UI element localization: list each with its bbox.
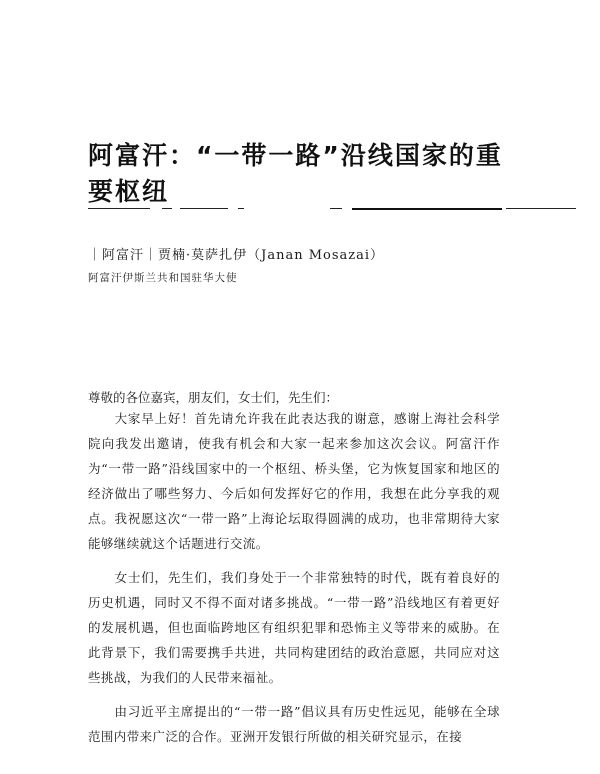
title-divider [88,208,150,209]
author-affiliation: 阿富汗伊斯兰共和国驻华大使 [88,272,238,284]
article-title: 阿富汗：“一带一路”沿线国家的重要枢纽 [88,141,503,206]
title-divider [180,208,228,209]
title-divider [162,208,172,209]
title-divider [330,208,342,209]
title-divider [352,208,502,210]
body-paragraph: 女士们，先生们，我们身处于一个非常独特的时代，既有着良好的历史机遇，同时又不得不面对诸多挑战。“一带一路”沿线地区有着更好的发展机遇，但也面临跨地区有组织犯罪和恐怖主义等带来的威胁。在此背景下，我们需要携手共进，共同构建团结的政治意愿，共同应对这些挑战，为我们的人民带来福祉。 [88,570,500,685]
title-divider [506,208,576,209]
salutation: 尊敬的各位嘉宾，朋友们，女士们，先生们： [88,390,339,405]
body-paragraph: 大家早上好！首先请允许我在此表达我的谢意，感谢上海社会科学院向我发出邀请，使我有机会和大家一起来参加这次会议。阿富汗作为“一带一路”沿线国家中的一个枢纽、桥头堡，它为恢复国家和地区的经济做出了哪些努力、今后如何发挥好它的作用，我想在此分享我的观点。我祝愿这次“一带一路”上海论坛取得圆满的成功，也非常期待大家能够继续就这个话题进行交流。 [88,411,500,551]
body-paragraph: 由习近平主席提出的“一带一路”倡议具有历史性远见，能够在全球范围内带来广泛的合作。亚洲开发银行所做的相关研究显示，在接 [88,704,500,744]
author-byline: ｜阿富汗｜贾楠·莫萨扎伊（Janan Mosazai） [88,248,385,263]
title-divider [238,208,244,209]
